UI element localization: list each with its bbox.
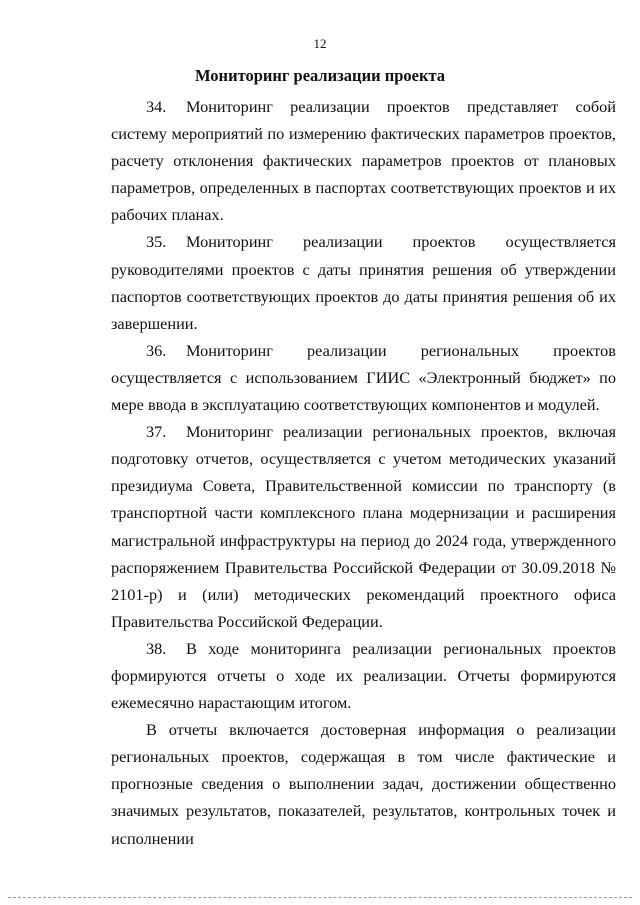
paragraph-36: [111, 337, 616, 418]
scan-edge-divider: [8, 897, 632, 898]
section-heading: Мониторинг реализации проекта: [194, 66, 446, 85]
paragraph-text: Мониторинг реализации проектов осуществляется руководителями проектов с даты принятия решения об утверждении паспортов соответствующих проектов до даты принятия решения об их завершении.: [111, 232, 616, 333]
paragraph-34: [111, 93, 616, 228]
paragraph-number: 34.: [146, 97, 167, 116]
paragraph-text: Мониторинг реализации проектов представляет собой систему мероприятий по измерению фактических параметров проектов, расчету отклонения фактических параметров проектов от плановых параметров, определенных в паспортах соответствующих проектов и их рабочих планах.: [111, 97, 616, 225]
paragraph-text: В отчеты включается достоверная информация о реализации региональных проектов, содержащая в том числе фактические и прогнозные сведения о выполнении задач, достижении общественно значимых результатов, показателей, результатов, контрольных точек и исполнении: [111, 720, 616, 848]
paragraph-35: [111, 228, 616, 336]
paragraph-37: [111, 418, 616, 635]
paragraph-number: 35.: [146, 232, 167, 252]
paragraph-number: 36.: [146, 340, 167, 360]
paragraph-number: 38.: [146, 638, 167, 658]
paragraph-text: Мониторинг реализации региональных проектов осуществляется с использованием ГИИС «Электронный бюджет» по мере ввода в эксплуатацию соответствующих компонентов и модулей.: [111, 340, 616, 415]
page-number: 12: [313, 36, 327, 51]
paragraph-38: [111, 635, 616, 716]
document-body: [111, 93, 616, 852]
paragraph-text: В ходе мониторинга реализации региональных проектов формируются отчеты о ходе их реализации. Отчеты формируются ежемесячно нарастающим итогом.: [111, 638, 616, 713]
paragraph-text: Мониторинг реализации региональных проектов, включая подготовку отчетов, осуществляется с учетом методических указаний президиума Совета, Правительственной комиссии по транспорту (в транспортной части комплексного плана модернизации и расширения магистральной инфраструктуры на период до 2024 года, утвержденного распоряжением Правительства Российской Федерации от 30.09.2018 № 2101-р) и (или) методических рекомендаций проектного офиса Правительства Российской Федерации.: [111, 422, 616, 631]
paragraph-continuation: [111, 716, 616, 851]
paragraph-number: 37.: [146, 422, 167, 442]
